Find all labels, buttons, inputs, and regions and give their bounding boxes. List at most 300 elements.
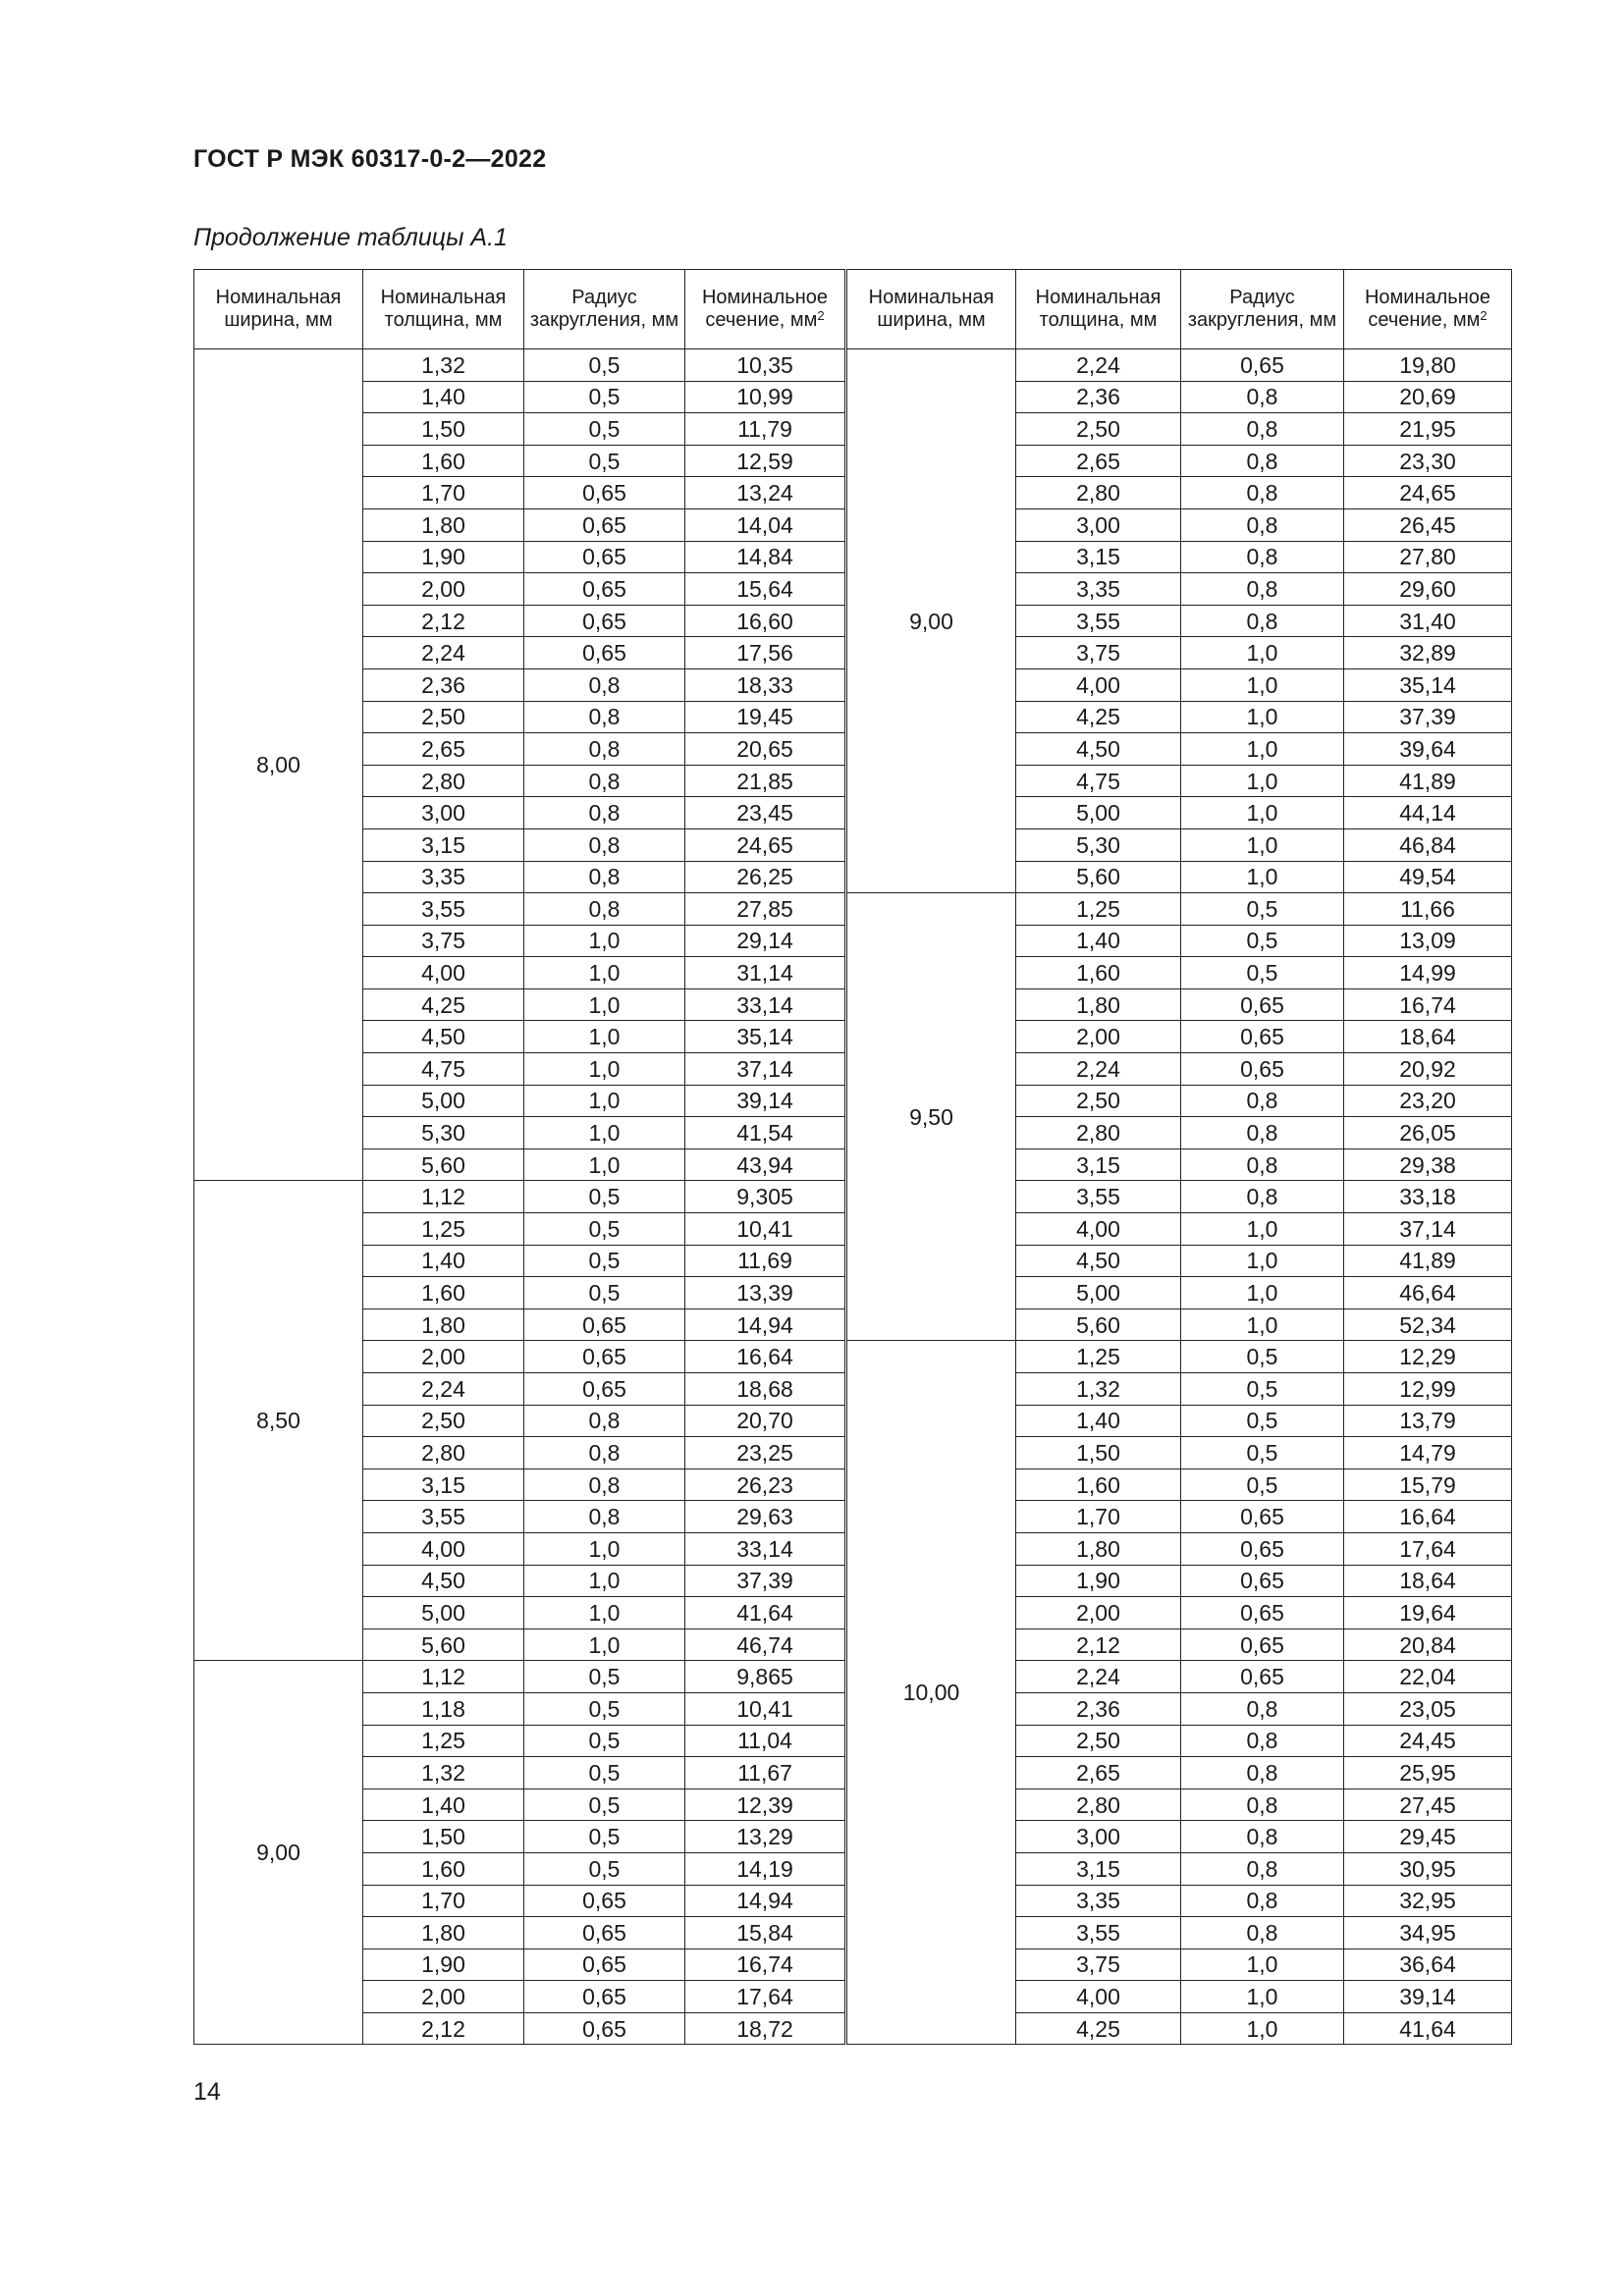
right-section-cell: 37,39 — [1344, 701, 1512, 733]
right-thickness-cell: 2,24 — [1016, 1661, 1181, 1693]
left-section-cell: 12,39 — [685, 1789, 846, 1821]
left-section-cell: 43,94 — [685, 1148, 846, 1181]
left-thickness-cell: 1,12 — [363, 1661, 524, 1693]
left-radius-cell: 0,8 — [524, 668, 685, 701]
right-radius-cell: 0,8 — [1181, 477, 1344, 509]
right-thickness-cell: 3,75 — [1016, 1949, 1181, 1981]
right-section-cell: 41,89 — [1344, 765, 1512, 797]
right-section-cell: 37,14 — [1344, 1213, 1512, 1246]
right-radius-cell: 0,8 — [1181, 1085, 1344, 1117]
left-section-cell: 41,64 — [685, 1597, 846, 1629]
right-radius-cell: 0,65 — [1181, 1629, 1344, 1661]
right-section-cell: 26,45 — [1344, 508, 1512, 541]
left-radius-cell: 0,65 — [524, 2012, 685, 2045]
right-radius-cell: 0,5 — [1181, 893, 1344, 926]
table-row — [194, 893, 1512, 926]
left-radius-cell: 0,8 — [524, 1405, 685, 1437]
right-thickness-cell: 5,00 — [1016, 1277, 1181, 1309]
right-radius-cell: 0,8 — [1181, 508, 1344, 541]
left-thickness-cell: 2,65 — [363, 733, 524, 766]
right-section-cell: 32,95 — [1344, 1885, 1512, 1917]
left-section-cell: 17,56 — [685, 637, 846, 669]
right-radius-cell: 0,8 — [1181, 1725, 1344, 1757]
left-thickness-cell: 2,00 — [363, 1981, 524, 2013]
right-radius-cell: 0,65 — [1181, 1021, 1344, 1053]
left-thickness-cell: 2,12 — [363, 605, 524, 637]
right-thickness-cell: 1,32 — [1016, 1373, 1181, 1406]
col-header-width: Номинальная ширина, мм — [194, 270, 363, 349]
left-width-cell: 9,00 — [194, 1661, 363, 2045]
right-section-cell: 52,34 — [1344, 1308, 1512, 1341]
document-header: ГОСТ Р МЭК 60317-0-2—2022 — [193, 145, 547, 173]
left-thickness-cell: 1,32 — [363, 1757, 524, 1789]
right-thickness-cell: 4,25 — [1016, 701, 1181, 733]
left-thickness-cell: 1,80 — [363, 1917, 524, 1949]
left-section-cell: 10,41 — [685, 1213, 846, 1246]
left-radius-cell: 0,5 — [524, 413, 685, 446]
left-section-cell: 15,84 — [685, 1917, 846, 1949]
left-section-cell: 23,25 — [685, 1437, 846, 1469]
left-radius-cell: 1,0 — [524, 1532, 685, 1565]
right-radius-cell: 0,8 — [1181, 1181, 1344, 1213]
left-radius-cell: 1,0 — [524, 1597, 685, 1629]
left-thickness-cell: 3,55 — [363, 1501, 524, 1533]
left-thickness-cell: 1,40 — [363, 1789, 524, 1821]
right-thickness-cell: 5,60 — [1016, 861, 1181, 893]
left-section-cell: 23,45 — [685, 797, 846, 829]
left-radius-cell: 0,5 — [524, 1725, 685, 1757]
right-radius-cell: 0,65 — [1181, 1661, 1344, 1693]
right-thickness-cell: 2,24 — [1016, 349, 1181, 382]
right-radius-cell: 1,0 — [1181, 1245, 1344, 1277]
right-radius-cell: 0,5 — [1181, 1373, 1344, 1406]
right-radius-cell: 1,0 — [1181, 637, 1344, 669]
right-radius-cell: 1,0 — [1181, 765, 1344, 797]
right-radius-cell: 0,5 — [1181, 925, 1344, 957]
left-radius-cell: 0,8 — [524, 797, 685, 829]
right-thickness-cell: 2,12 — [1016, 1629, 1181, 1661]
right-section-cell: 24,65 — [1344, 477, 1512, 509]
left-radius-cell: 0,5 — [524, 1789, 685, 1821]
right-section-cell: 30,95 — [1344, 1852, 1512, 1885]
right-thickness-cell: 1,25 — [1016, 1341, 1181, 1373]
right-section-cell: 29,45 — [1344, 1821, 1512, 1853]
col-header-section-sup-2: 2 — [1480, 308, 1488, 323]
left-thickness-cell: 1,50 — [363, 1821, 524, 1853]
right-thickness-cell: 2,50 — [1016, 413, 1181, 446]
right-section-cell: 36,64 — [1344, 1949, 1512, 1981]
right-radius-cell: 0,65 — [1181, 1565, 1344, 1597]
right-radius-cell: 0,8 — [1181, 1789, 1344, 1821]
right-thickness-cell: 3,75 — [1016, 637, 1181, 669]
left-thickness-cell: 2,12 — [363, 2012, 524, 2045]
left-radius-cell: 0,65 — [524, 605, 685, 637]
right-section-cell: 26,05 — [1344, 1117, 1512, 1149]
right-section-cell: 16,74 — [1344, 988, 1512, 1021]
right-thickness-cell: 5,30 — [1016, 828, 1181, 861]
right-thickness-cell: 1,60 — [1016, 957, 1181, 989]
left-thickness-cell: 2,24 — [363, 637, 524, 669]
right-thickness-cell: 2,65 — [1016, 445, 1181, 477]
right-section-cell: 13,09 — [1344, 925, 1512, 957]
left-thickness-cell: 5,00 — [363, 1597, 524, 1629]
left-radius-cell: 1,0 — [524, 1021, 685, 1053]
left-radius-cell: 0,8 — [524, 701, 685, 733]
right-section-cell: 46,64 — [1344, 1277, 1512, 1309]
right-section-cell: 31,40 — [1344, 605, 1512, 637]
right-thickness-cell: 1,70 — [1016, 1501, 1181, 1533]
right-section-cell: 22,04 — [1344, 1661, 1512, 1693]
left-radius-cell: 0,8 — [524, 1437, 685, 1469]
col-header-radius-2: Радиус закругления, мм — [1181, 270, 1344, 349]
left-thickness-cell: 5,60 — [363, 1148, 524, 1181]
left-section-cell: 29,63 — [685, 1501, 846, 1533]
right-thickness-cell: 3,35 — [1016, 1885, 1181, 1917]
right-thickness-cell: 1,25 — [1016, 893, 1181, 926]
right-radius-cell: 0,8 — [1181, 1852, 1344, 1885]
right-radius-cell: 0,5 — [1181, 1468, 1344, 1501]
right-section-cell: 16,64 — [1344, 1501, 1512, 1533]
left-radius-cell: 0,8 — [524, 828, 685, 861]
right-radius-cell: 1,0 — [1181, 1277, 1344, 1309]
right-radius-cell: 0,8 — [1181, 381, 1344, 413]
right-thickness-cell: 2,50 — [1016, 1085, 1181, 1117]
table-header-row — [194, 270, 1512, 349]
left-radius-cell: 0,65 — [524, 1949, 685, 1981]
left-thickness-cell: 1,80 — [363, 508, 524, 541]
right-section-cell: 14,79 — [1344, 1437, 1512, 1469]
right-section-cell: 29,60 — [1344, 573, 1512, 606]
left-section-cell: 20,65 — [685, 733, 846, 766]
right-radius-cell: 0,65 — [1181, 1053, 1344, 1086]
left-thickness-cell: 1,40 — [363, 1245, 524, 1277]
right-thickness-cell: 1,40 — [1016, 1405, 1181, 1437]
left-section-cell: 46,74 — [685, 1629, 846, 1661]
left-section-cell: 18,72 — [685, 2012, 846, 2045]
left-thickness-cell: 4,25 — [363, 988, 524, 1021]
right-section-cell: 12,29 — [1344, 1341, 1512, 1373]
right-section-cell: 46,84 — [1344, 828, 1512, 861]
left-section-cell: 14,19 — [685, 1852, 846, 1885]
left-thickness-cell: 1,60 — [363, 445, 524, 477]
left-radius-cell: 1,0 — [524, 1117, 685, 1149]
wire-dimensions-table — [193, 269, 1512, 2045]
right-section-cell: 39,64 — [1344, 733, 1512, 766]
right-radius-cell: 0,65 — [1181, 1597, 1344, 1629]
right-radius-cell: 1,0 — [1181, 1213, 1344, 1246]
right-thickness-cell: 4,75 — [1016, 765, 1181, 797]
left-radius-cell: 0,5 — [524, 1245, 685, 1277]
left-thickness-cell: 2,00 — [363, 1341, 524, 1373]
right-section-cell: 13,79 — [1344, 1405, 1512, 1437]
left-radius-cell: 0,5 — [524, 1821, 685, 1853]
right-section-cell: 11,66 — [1344, 893, 1512, 926]
right-thickness-cell: 1,90 — [1016, 1565, 1181, 1597]
right-thickness-cell: 4,50 — [1016, 1245, 1181, 1277]
left-section-cell: 31,14 — [685, 957, 846, 989]
right-section-cell: 21,95 — [1344, 413, 1512, 446]
left-thickness-cell: 5,30 — [363, 1117, 524, 1149]
right-thickness-cell: 5,00 — [1016, 797, 1181, 829]
right-section-cell: 35,14 — [1344, 668, 1512, 701]
left-radius-cell: 0,5 — [524, 1661, 685, 1693]
left-section-cell: 11,79 — [685, 413, 846, 446]
left-radius-cell: 0,5 — [524, 1852, 685, 1885]
left-thickness-cell: 2,00 — [363, 573, 524, 606]
left-thickness-cell: 1,40 — [363, 381, 524, 413]
left-section-cell: 16,60 — [685, 605, 846, 637]
right-width-cell: 9,50 — [846, 893, 1016, 1341]
left-thickness-cell: 1,25 — [363, 1725, 524, 1757]
right-thickness-cell: 5,60 — [1016, 1308, 1181, 1341]
right-section-cell: 14,99 — [1344, 957, 1512, 989]
right-radius-cell: 0,8 — [1181, 1692, 1344, 1725]
left-thickness-cell: 2,50 — [363, 701, 524, 733]
left-thickness-cell: 1,50 — [363, 413, 524, 446]
left-thickness-cell: 2,36 — [363, 668, 524, 701]
col-header-section-label: Номинальное сечение, мм — [701, 287, 829, 331]
right-radius-cell: 0,65 — [1181, 1501, 1344, 1533]
left-radius-cell: 0,65 — [524, 1981, 685, 2013]
left-thickness-cell: 1,12 — [363, 1181, 524, 1213]
right-radius-cell: 0,65 — [1181, 988, 1344, 1021]
left-radius-cell: 0,65 — [524, 573, 685, 606]
left-radius-cell: 0,5 — [524, 1213, 685, 1246]
left-radius-cell: 0,65 — [524, 477, 685, 509]
left-thickness-cell: 1,18 — [363, 1692, 524, 1725]
right-thickness-cell: 3,55 — [1016, 1181, 1181, 1213]
right-section-cell: 20,69 — [1344, 381, 1512, 413]
left-section-cell: 14,94 — [685, 1885, 846, 1917]
left-section-cell: 14,04 — [685, 508, 846, 541]
left-section-cell: 10,35 — [685, 349, 846, 382]
right-thickness-cell: 2,24 — [1016, 1053, 1181, 1086]
right-radius-cell: 0,5 — [1181, 957, 1344, 989]
left-section-cell: 20,70 — [685, 1405, 846, 1437]
left-radius-cell: 0,65 — [524, 1341, 685, 1373]
left-thickness-cell: 1,70 — [363, 477, 524, 509]
left-radius-cell: 0,5 — [524, 445, 685, 477]
right-radius-cell: 0,8 — [1181, 605, 1344, 637]
left-thickness-cell: 2,50 — [363, 1405, 524, 1437]
left-section-cell: 18,33 — [685, 668, 846, 701]
left-thickness-cell: 2,80 — [363, 1437, 524, 1469]
left-radius-cell: 0,8 — [524, 1501, 685, 1533]
right-thickness-cell: 2,80 — [1016, 477, 1181, 509]
right-section-cell: 19,64 — [1344, 1597, 1512, 1629]
right-thickness-cell: 1,80 — [1016, 988, 1181, 1021]
right-section-cell: 49,54 — [1344, 861, 1512, 893]
col-header-thickness: Номинальная толщина, мм — [363, 270, 524, 349]
right-radius-cell: 0,65 — [1181, 1532, 1344, 1565]
right-thickness-cell: 2,65 — [1016, 1757, 1181, 1789]
left-thickness-cell: 1,90 — [363, 1949, 524, 1981]
left-thickness-cell: 4,00 — [363, 1532, 524, 1565]
right-thickness-cell: 2,36 — [1016, 381, 1181, 413]
left-section-cell: 21,85 — [685, 765, 846, 797]
right-section-cell: 20,92 — [1344, 1053, 1512, 1086]
right-radius-cell: 1,0 — [1181, 1949, 1344, 1981]
left-radius-cell: 0,65 — [524, 541, 685, 573]
right-thickness-cell: 2,80 — [1016, 1117, 1181, 1149]
right-thickness-cell: 3,00 — [1016, 508, 1181, 541]
left-radius-cell: 0,8 — [524, 765, 685, 797]
right-section-cell: 29,38 — [1344, 1148, 1512, 1181]
left-section-cell: 26,25 — [685, 861, 846, 893]
table-caption: Продолжение таблицы А.1 — [193, 224, 508, 251]
right-thickness-cell: 2,36 — [1016, 1692, 1181, 1725]
right-thickness-cell: 3,35 — [1016, 573, 1181, 606]
left-thickness-cell: 4,50 — [363, 1021, 524, 1053]
left-section-cell: 10,41 — [685, 1692, 846, 1725]
right-section-cell: 34,95 — [1344, 1917, 1512, 1949]
right-width-cell: 10,00 — [846, 1341, 1016, 2045]
col-header-radius: Радиус закругления, мм — [524, 270, 685, 349]
right-thickness-cell: 3,55 — [1016, 605, 1181, 637]
right-radius-cell: 1,0 — [1181, 701, 1344, 733]
left-thickness-cell: 3,75 — [363, 925, 524, 957]
right-radius-cell: 0,8 — [1181, 541, 1344, 573]
right-section-cell: 39,14 — [1344, 1981, 1512, 2013]
left-thickness-cell: 1,70 — [363, 1885, 524, 1917]
right-radius-cell: 1,0 — [1181, 1308, 1344, 1341]
right-thickness-cell: 3,00 — [1016, 1821, 1181, 1853]
right-thickness-cell: 1,60 — [1016, 1468, 1181, 1501]
left-thickness-cell: 1,25 — [363, 1213, 524, 1246]
left-section-cell: 33,14 — [685, 1532, 846, 1565]
right-radius-cell: 0,8 — [1181, 1757, 1344, 1789]
left-width-cell: 8,50 — [194, 1181, 363, 1661]
right-section-cell: 41,64 — [1344, 2012, 1512, 2045]
left-section-cell: 18,68 — [685, 1373, 846, 1406]
left-section-cell: 13,39 — [685, 1277, 846, 1309]
right-radius-cell: 0,5 — [1181, 1437, 1344, 1469]
left-section-cell: 14,94 — [685, 1308, 846, 1341]
left-section-cell: 11,69 — [685, 1245, 846, 1277]
left-thickness-cell: 4,00 — [363, 957, 524, 989]
left-section-cell: 24,65 — [685, 828, 846, 861]
right-radius-cell: 0,8 — [1181, 1821, 1344, 1853]
right-thickness-cell: 3,15 — [1016, 1852, 1181, 1885]
left-thickness-cell: 1,90 — [363, 541, 524, 573]
left-radius-cell: 0,65 — [524, 1917, 685, 1949]
right-radius-cell: 1,0 — [1181, 2012, 1344, 2045]
left-radius-cell: 0,5 — [524, 1757, 685, 1789]
right-thickness-cell: 4,00 — [1016, 668, 1181, 701]
left-radius-cell: 0,5 — [524, 381, 685, 413]
right-section-cell: 23,30 — [1344, 445, 1512, 477]
right-section-cell: 27,80 — [1344, 541, 1512, 573]
right-section-cell: 15,79 — [1344, 1468, 1512, 1501]
col-header-section — [685, 270, 846, 349]
left-thickness-cell: 4,50 — [363, 1565, 524, 1597]
right-radius-cell: 0,8 — [1181, 413, 1344, 446]
right-radius-cell: 1,0 — [1181, 828, 1344, 861]
right-thickness-cell: 4,00 — [1016, 1213, 1181, 1246]
right-thickness-cell: 1,40 — [1016, 925, 1181, 957]
right-radius-cell: 0,8 — [1181, 1117, 1344, 1149]
left-section-cell: 9,305 — [685, 1181, 846, 1213]
table-row — [194, 1341, 1512, 1373]
right-thickness-cell: 2,00 — [1016, 1021, 1181, 1053]
left-thickness-cell: 3,55 — [363, 893, 524, 926]
left-section-cell: 11,04 — [685, 1725, 846, 1757]
right-radius-cell: 1,0 — [1181, 1981, 1344, 2013]
left-radius-cell: 1,0 — [524, 957, 685, 989]
left-thickness-cell: 2,24 — [363, 1373, 524, 1406]
left-width-cell: 8,00 — [194, 349, 363, 1181]
right-radius-cell: 0,5 — [1181, 1341, 1344, 1373]
left-radius-cell: 0,65 — [524, 1373, 685, 1406]
left-section-cell: 39,14 — [685, 1085, 846, 1117]
left-radius-cell: 0,8 — [524, 1468, 685, 1501]
left-section-cell: 9,865 — [685, 1661, 846, 1693]
left-section-cell: 11,67 — [685, 1757, 846, 1789]
right-radius-cell: 1,0 — [1181, 733, 1344, 766]
left-radius-cell: 0,5 — [524, 1181, 685, 1213]
left-radius-cell: 1,0 — [524, 1085, 685, 1117]
right-section-cell: 41,89 — [1344, 1245, 1512, 1277]
right-section-cell: 32,89 — [1344, 637, 1512, 669]
right-section-cell: 44,14 — [1344, 797, 1512, 829]
right-thickness-cell: 4,50 — [1016, 733, 1181, 766]
right-radius-cell: 0,8 — [1181, 1885, 1344, 1917]
right-width-cell: 9,00 — [846, 349, 1016, 893]
col-header-section-label-2: Номинальное сечение, мм — [1364, 287, 1491, 331]
left-thickness-cell: 3,00 — [363, 797, 524, 829]
right-section-cell: 33,18 — [1344, 1181, 1512, 1213]
right-section-cell: 20,84 — [1344, 1629, 1512, 1661]
left-radius-cell: 0,65 — [524, 1308, 685, 1341]
right-radius-cell: 1,0 — [1181, 861, 1344, 893]
right-section-cell: 19,80 — [1344, 349, 1512, 382]
left-radius-cell: 1,0 — [524, 1629, 685, 1661]
left-section-cell: 13,29 — [685, 1821, 846, 1853]
left-thickness-cell: 3,15 — [363, 828, 524, 861]
left-radius-cell: 1,0 — [524, 1148, 685, 1181]
table-body — [194, 349, 1512, 2045]
left-section-cell: 29,14 — [685, 925, 846, 957]
left-section-cell: 33,14 — [685, 988, 846, 1021]
right-radius-cell: 0,8 — [1181, 1917, 1344, 1949]
right-thickness-cell: 3,55 — [1016, 1917, 1181, 1949]
col-header-width-2: Номинальная ширина, мм — [846, 270, 1016, 349]
right-radius-cell: 0,8 — [1181, 573, 1344, 606]
right-thickness-cell: 3,15 — [1016, 541, 1181, 573]
left-section-cell: 10,99 — [685, 381, 846, 413]
left-thickness-cell: 4,75 — [363, 1053, 524, 1086]
right-section-cell: 23,20 — [1344, 1085, 1512, 1117]
right-radius-cell: 0,65 — [1181, 349, 1344, 382]
right-section-cell: 17,64 — [1344, 1532, 1512, 1565]
right-thickness-cell: 2,80 — [1016, 1789, 1181, 1821]
left-section-cell: 14,84 — [685, 541, 846, 573]
right-section-cell: 25,95 — [1344, 1757, 1512, 1789]
col-header-section-2 — [1344, 270, 1512, 349]
left-section-cell: 17,64 — [685, 1981, 846, 2013]
right-thickness-cell: 2,00 — [1016, 1597, 1181, 1629]
left-radius-cell: 0,5 — [524, 349, 685, 382]
left-section-cell: 41,54 — [685, 1117, 846, 1149]
left-section-cell: 19,45 — [685, 701, 846, 733]
left-radius-cell: 1,0 — [524, 1565, 685, 1597]
left-radius-cell: 1,0 — [524, 925, 685, 957]
left-radius-cell: 0,65 — [524, 508, 685, 541]
left-radius-cell: 0,65 — [524, 637, 685, 669]
right-radius-cell: 0,5 — [1181, 1405, 1344, 1437]
left-radius-cell: 0,8 — [524, 733, 685, 766]
left-thickness-cell: 5,60 — [363, 1629, 524, 1661]
